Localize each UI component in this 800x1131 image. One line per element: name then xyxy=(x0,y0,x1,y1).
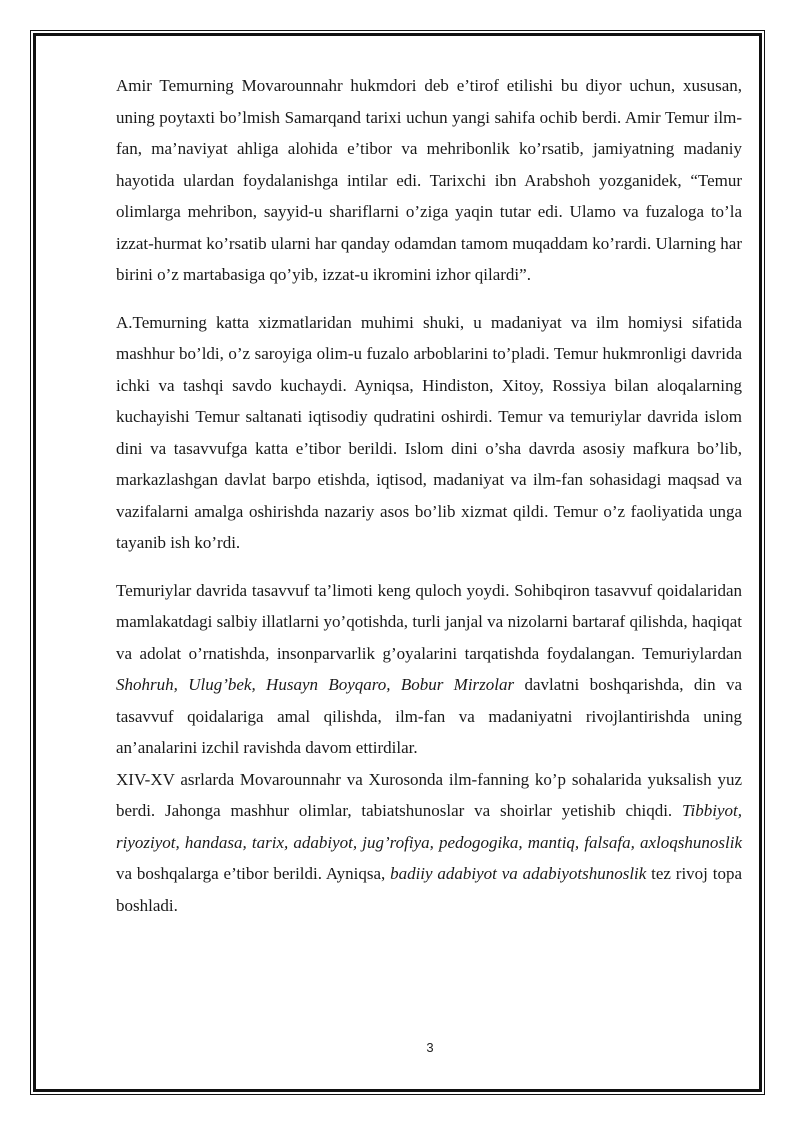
paragraph-4-literature: badiiy adabiyot va adabiyotshunoslik xyxy=(390,864,647,883)
paragraph-4 xyxy=(116,764,742,922)
paragraph-4-fields: Tibbiyot, riyoziyot, handasa, tarix, adabiyot, jug’rofiya, pedogogika, mantiq, falsafa, axloqshunoslik xyxy=(116,801,742,852)
paragraph-4-text-a: XIV-XV asrlarda Movarounnahr va Xurosonda ilm-fanning ko’p sohalarida yuksalish yuz berdi. Jahonga mashhur olimlar, tabiatshunoslar va shoirlar yetishib chiqdi. xyxy=(116,769,742,820)
document-body xyxy=(116,70,742,921)
paragraph-3-text-b: davlatni boshqarishda, din va tasavvuf qoidalariga amal qilishda, ilm-fan va madaniyatni rivojlantirishda uning an’analarini izchil ravishda davom ettirdilar. xyxy=(116,675,742,757)
paragraph-3 xyxy=(116,575,742,764)
paragraph-1: Amir Temurning Movarounnahr hukmdori deb e’tirof etilishi bu diyor uchun, xususan, uning poytaxti bo’lmish Samarqand tarixi uchun yangi sahifa ochib berdi. Amir Temur ilm-fan, ma’naviyat ahliga alohida e’tibor va mehribonlik ko’rsatib, jamiyatning madaniy hayotida ulardan foydalanishga intilar edi. Tarixchi ibn Arabshoh yozganidek, “Temur olimlarga mehribon, sayyid-u shariflarni o’ziga yaqin tutar edi. Ulamo va fuzaloga to’la izzat-hurmat ko’rsatib ularni har qanday odamdan tamom muqaddam ko’rardi. Ularning har birini o’z martabasiga qo’yib, izzat-u ikromini izhor qilardi”. xyxy=(116,76,742,284)
paragraph-2: A.Temurning katta xizmatlaridan muhimi shuki, u madaniyat va ilm homiysi sifatida mashhur bo’ldi, o’z saroyiga olim-u fuzalo arboblarini to’pladi. Temur hukmronligi davrida ichki va tashqi savdo kuchaydi. Ayniqsa, Hindiston, Xitoy, Rossiya bilan aloqalarning kuchayishi Temur saltanati iqtisodiy qudratini oshirdi. Temur va temuriylar davrida islom dini va tasavvufga katta e’tibor berildi. Islom dini o’sha davrda asosiy mafkura bo’lib, markazlashgan davlat barpo etishda, iqtisod, madaniyat va ilm-fan sohasidagi maqsad va vazifalarni amalga oshirishda nazariy asos bo’lib xizmat qildi. Temur o’z faoliyatida unga tayanib ish ko’rdi. xyxy=(116,312,742,552)
page-number: 3 xyxy=(426,1040,434,1055)
paragraph-4-text-c: tez rivoj topa boshladi. xyxy=(116,864,742,915)
paragraph-4-text-b: va boshqalarga e’tibor berildi. Ayniqsa, xyxy=(116,864,391,883)
paragraph-3-text-a: Temuriylar davrida tasavvuf ta’limoti keng quloch yoydi. Sohibqiron tasavvuf qoidalaridan mamlakatdagi salbiy illatlarni yo’qotishda, turli janjal va nizolarni bartaraf qilishda, haqiqat va adolat o’rnatishda, insonparvarlik g’oyalarini tarqatishda foydalangan. Temuriylardan xyxy=(116,580,742,663)
paragraph-3-names: Shohruh, Ulug’bek, Husayn Boyqaro, Bobur Mirzolar xyxy=(116,675,515,694)
